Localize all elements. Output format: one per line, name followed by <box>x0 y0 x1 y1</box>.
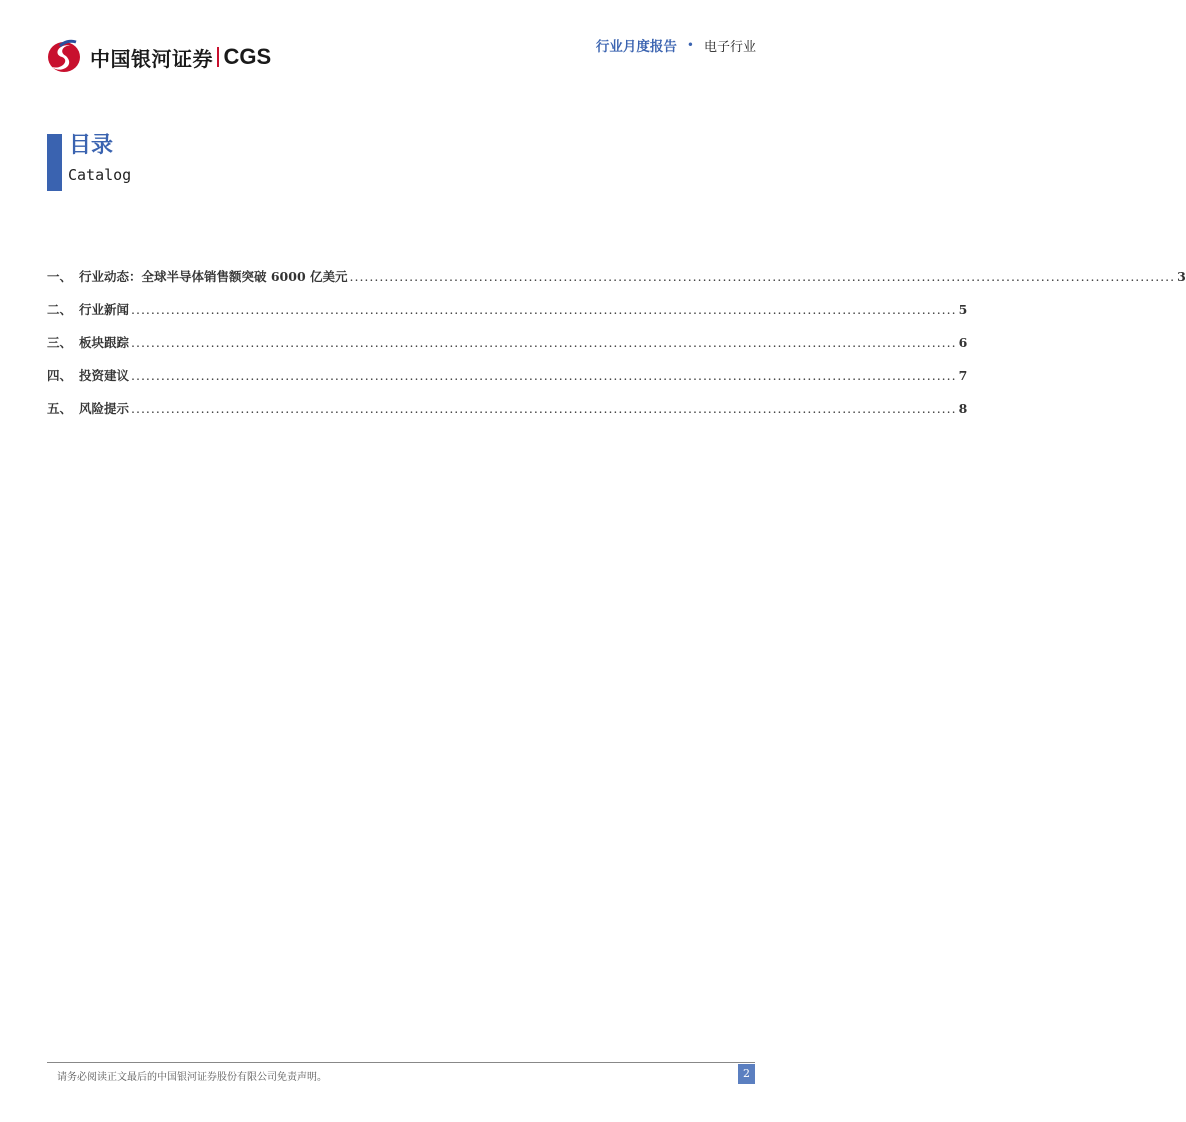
toc-entry[interactable] <box>47 366 968 399</box>
toc-leader: ...................................................................................................................................................................... <box>131 335 957 350</box>
toc-number: 四、 <box>47 368 73 383</box>
toc-page-number: 7 <box>958 368 968 383</box>
toc-page-number: 8 <box>958 401 968 416</box>
catalog-subtitle: Catalog <box>68 166 132 184</box>
toc-page-number: 5 <box>958 302 968 317</box>
logo-english-name: CGS <box>223 44 272 69</box>
toc-leader: ...................................................................................................................................................................... <box>131 368 957 383</box>
toc-page-number: 3 <box>1177 269 1186 284</box>
header-separator: • <box>686 38 694 52</box>
toc-leader: ...................................................................................................................................................................... <box>131 401 957 416</box>
toc-leader: ...................................................................................................................................................................... <box>349 269 1176 284</box>
toc-entry[interactable] <box>47 333 968 366</box>
toc-title: 行业新闻 <box>79 302 130 317</box>
toc-number: 五、 <box>47 401 73 416</box>
galaxy-logo-icon <box>46 40 82 74</box>
table-of-contents <box>47 267 1186 432</box>
catalog-accent-bar <box>47 134 62 191</box>
toc-number: 三、 <box>47 335 73 350</box>
toc-title: 风险提示 <box>79 401 130 416</box>
toc-entry[interactable] <box>47 300 968 333</box>
toc-leader: ...................................................................................................................................................................... <box>131 302 957 317</box>
toc-number: 一、 <box>47 269 73 284</box>
logo-divider <box>217 47 219 67</box>
toc-title: 投资建议 <box>79 368 130 383</box>
toc-entry[interactable] <box>47 267 1186 300</box>
page-number: 2 <box>738 1064 755 1084</box>
toc-title: 行业动态：全球半导体销售额突破 6000 亿美元 <box>79 269 348 284</box>
catalog-title: 目录 <box>69 132 114 158</box>
report-type: 行业月度报告 <box>595 39 677 55</box>
footer-divider <box>47 1062 755 1063</box>
report-header <box>596 35 756 55</box>
logo-chinese-name: 中国银河证券 <box>90 46 213 71</box>
industry-label: 电子行业 <box>703 39 756 55</box>
toc-page-number: 6 <box>958 335 968 350</box>
footer-disclaimer: 请务必阅读正文最后的中国银河证券股份有限公司免责声明。 <box>57 1072 327 1083</box>
toc-number: 二、 <box>47 302 73 317</box>
toc-title: 板块跟踪 <box>79 335 130 350</box>
toc-entry[interactable] <box>47 399 968 432</box>
company-logo <box>46 40 271 74</box>
